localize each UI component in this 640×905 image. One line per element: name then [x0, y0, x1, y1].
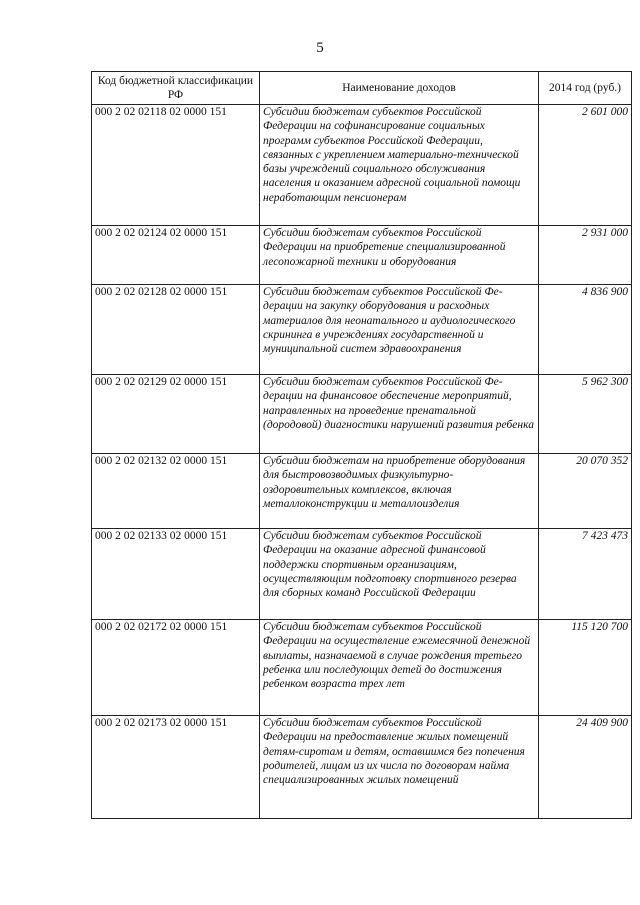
amount-cell: 5 962 300: [539, 375, 632, 454]
header-budget-code: Код бюджетной классификации РФ: [92, 72, 260, 105]
budget-code-cell: 000 2 02 02173 02 0000 151: [92, 716, 260, 819]
header-revenue-name: Наименование доходов: [260, 72, 539, 105]
table-row: [92, 454, 632, 529]
header-year-amount: 2014 год (руб.): [539, 72, 632, 105]
revenue-name-cell: Субсидии бюджетам субъектов Российской Фе-дерации на закупку оборудования и расходных материалов для неонатального и аудиологического скрининга в учреждениях государственной и муниципальной систем здравоохранения: [260, 285, 539, 375]
amount-cell: 2 601 000: [539, 105, 632, 226]
revenue-name-cell: Субсидии бюджетам субъектов Российской Федерации на осуществление ежемесячной денежной выплаты, назначаемой в случае рождения третьего ребенка или последующих детей до достижения ребенком возраста трех лет: [260, 620, 539, 716]
table-row: [92, 105, 632, 226]
revenue-name-cell: Субсидии бюджетам субъектов Российской Фе-дерации на финансовое обеспечение мероприятий, направленных на проведение пренатальной (дородовой) диагностики нарушений развития ребенка: [260, 375, 539, 454]
table-header-row: [92, 72, 632, 105]
revenue-table: [91, 71, 632, 819]
budget-code-cell: 000 2 02 02128 02 0000 151: [92, 285, 260, 375]
table-row: [92, 716, 632, 819]
revenue-name-cell: Субсидии бюджетам субъектов Российской Федерации на предоставление жилых помещений детям-сиротам и детям, оставшимся без попечения родителей, лицам из их числа по договорам найма специализированных жилых помещений: [260, 716, 539, 819]
table-row: [92, 620, 632, 716]
revenue-name-cell: Субсидии бюджетам субъектов Российской Федерации на софинансирование социальных программ субъектов Российской Федерации, связанных с укреплением материально-технической базы учреждений социального обслуживания населения и оказанием адресной социальной помощи неработающим пенсионерам: [260, 105, 539, 226]
amount-cell: 2 931 000: [539, 226, 632, 285]
table-row: [92, 226, 632, 285]
budget-code-cell: 000 2 02 02118 02 0000 151: [92, 105, 260, 226]
budget-code-cell: 000 2 02 02129 02 0000 151: [92, 375, 260, 454]
amount-cell: 7 423 473: [539, 529, 632, 620]
budget-code-cell: 000 2 02 02132 02 0000 151: [92, 454, 260, 529]
table-row: [92, 375, 632, 454]
revenue-name-cell: Субсидии бюджетам субъектов Российской Федерации на оказание адресной финансовой поддержки спортивным организациям, осуществляющим подготовку спортивного резерва для сборных команд Российской Федерации: [260, 529, 539, 620]
amount-cell: 115 120 700: [539, 620, 632, 716]
revenue-name-cell: Субсидии бюджетам на приобретение оборудования для быстровозводимых физкультурно-оздоровительных комплексов, включая металлоконструкции и металлоизделия: [260, 454, 539, 529]
amount-cell: 20 070 352: [539, 454, 632, 529]
amount-cell: 24 409 900: [539, 716, 632, 819]
table-row: [92, 285, 632, 375]
page-number: 5: [316, 40, 324, 56]
budget-code-cell: 000 2 02 02133 02 0000 151: [92, 529, 260, 620]
amount-cell: 4 836 900: [539, 285, 632, 375]
budget-code-cell: 000 2 02 02124 02 0000 151: [92, 226, 260, 285]
revenue-name-cell: Субсидии бюджетам субъектов Российской Федерации на приобретение специализированной лесопожарной техники и оборудования: [260, 226, 539, 285]
budget-code-cell: 000 2 02 02172 02 0000 151: [92, 620, 260, 716]
table-row: [92, 529, 632, 620]
